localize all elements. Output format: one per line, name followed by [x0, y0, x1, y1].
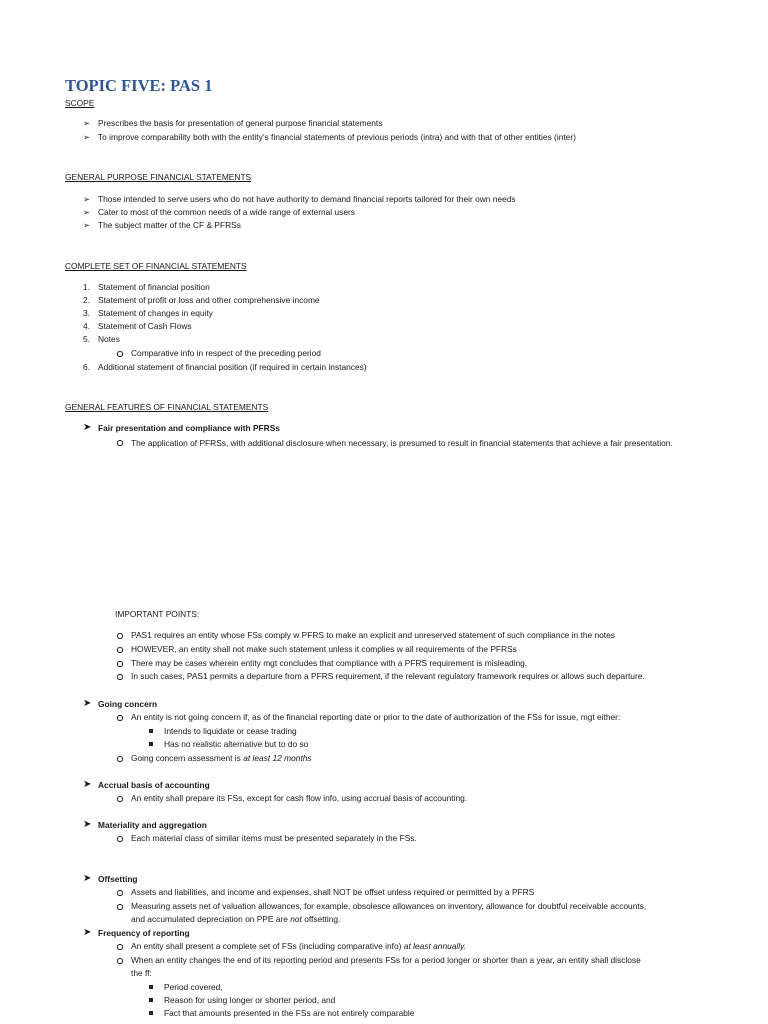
list-subitem: Comparative info in respect of the preceding period — [131, 348, 321, 358]
list-number: 6. — [83, 362, 90, 372]
feature-title: Frequency of reporting — [98, 928, 190, 938]
list-item: Cater to most of the common needs of a wide range of external users — [98, 207, 355, 217]
circle-bullet-icon — [117, 958, 123, 964]
list-subitem: Reason for using longer or shorter period, and — [164, 995, 336, 1005]
list-item: There may be cases wherein entity mgt concludes that compliance with a PFRS requirement is misleading. — [131, 658, 528, 668]
list-number: 2. — [83, 295, 90, 305]
arrow-bullet-icon: ➤ — [83, 819, 92, 830]
circle-bullet-icon — [117, 715, 123, 721]
square-bullet-icon — [149, 998, 153, 1002]
square-bullet-icon — [149, 729, 153, 733]
list-subitem: Fact that amounts presented in the FSs are not entirely comparable — [164, 1008, 415, 1018]
arrow-bullet-icon: ➤ — [83, 779, 92, 790]
important-label: IMPORTANT POINTS: — [115, 609, 200, 619]
feature-title: Accrual basis of accounting — [98, 780, 210, 790]
arrow-bullet-icon: ➢ — [83, 194, 91, 204]
list-item: Assets and liabilities, and income and expenses, shall NOT be offset unless required or permitted by a PFRS — [131, 887, 535, 897]
list-item: Statement of Cash Flows — [98, 321, 192, 331]
features-heading: GENERAL FEATURES OF FINANCIAL STATEMENTS — [65, 402, 269, 412]
arrow-bullet-icon: ➢ — [83, 220, 91, 230]
arrow-bullet-icon: ➢ — [83, 118, 91, 128]
circle-bullet-icon — [117, 440, 123, 446]
circle-bullet-icon — [117, 796, 123, 802]
circle-bullet-icon — [117, 661, 123, 667]
complete-set-heading: COMPLETE SET OF FINANCIAL STATEMENTS — [65, 261, 247, 271]
list-item — [131, 753, 312, 763]
scope-heading: SCOPE — [65, 98, 95, 108]
circle-bullet-icon — [117, 756, 123, 762]
feature-text: The application of PFRSs, with additional disclosure when necessary, is presumed to result in financial statements that achieve a fair presentation. — [131, 438, 673, 448]
arrow-bullet-icon: ➤ — [83, 927, 92, 938]
list-item: HOWEVER, an entity shall not make such statement unless it complies w all requirements of the PFRSs — [131, 644, 517, 654]
feature-title: Offsetting — [98, 874, 138, 884]
arrow-bullet-icon: ➤ — [83, 422, 92, 433]
circle-bullet-icon — [117, 836, 123, 842]
arrow-bullet-icon: ➤ — [83, 873, 92, 884]
list-item: In such cases, PAS1 permits a departure from a PFRS requirement, if the relevant regulatory framework requires or allows such departure. — [131, 671, 645, 681]
list-item: When an entity changes the end of its reporting period and presents FSs for a period longer or shorter than a year, an entity shall disclose — [131, 955, 641, 965]
list-number: 4. — [83, 321, 90, 331]
circle-bullet-icon — [117, 944, 123, 950]
offsetting-text: and accumulated depreciation on PPE are — [131, 914, 291, 924]
gpfs-heading: GENERAL PURPOSE FINANCIAL STATEMENTS — [65, 172, 252, 182]
feature-title: Going concern — [98, 699, 158, 709]
arrow-bullet-icon: ➢ — [83, 132, 91, 142]
list-number: 3. — [83, 308, 90, 318]
offsetting-emphasis: not — [290, 914, 302, 924]
circle-bullet-icon — [117, 351, 123, 357]
list-subitem: Period covered, — [164, 982, 223, 992]
list-item: Notes — [98, 334, 120, 344]
list-item: The subject matter of the CF & PFRSs — [98, 220, 241, 230]
page-title: TOPIC FIVE: PAS 1 — [65, 76, 213, 95]
list-item: Additional statement of financial position (if required in certain instances) — [98, 362, 367, 372]
list-item: To improve comparability both with the entity’s financial statements of previous periods (intra) and with that of other entities (inter) — [98, 132, 576, 142]
arrow-bullet-icon: ➢ — [83, 207, 91, 217]
circle-bullet-icon — [117, 633, 123, 639]
list-item — [131, 941, 466, 951]
list-item: Statement of changes in equity — [98, 308, 213, 318]
offsetting-text-end: offsetting. — [301, 914, 341, 924]
list-item: PAS1 requires an entity whose FSs comply w PFRS to make an explicit and unreserved statement of such compliance in the notes — [131, 630, 615, 640]
feature-title: Materiality and aggregation — [98, 820, 207, 830]
list-item: Those intended to serve users who do not have authority to demand financial reports tailored for their own needs — [98, 194, 516, 204]
square-bullet-icon — [149, 985, 153, 989]
frequency-emphasis: at least annually. — [403, 941, 467, 951]
feature-title: Fair presentation and compliance with PFRSs — [98, 423, 280, 433]
list-item-continuation — [131, 914, 340, 924]
list-subitem: Has no realistic alternative but to do so — [164, 739, 309, 749]
going-assessment-text: Going concern assessment is — [131, 753, 244, 763]
list-item: Statement of profit or loss and other comprehensive income — [98, 295, 320, 305]
list-item: Statement of financial position — [98, 282, 210, 292]
frequency-text: An entity shall present a complete set of FSs (including comparative info) — [131, 941, 404, 951]
circle-bullet-icon — [117, 904, 123, 910]
list-item: Each material class of similar items must be presented separately in the FSs. — [131, 833, 417, 843]
square-bullet-icon — [149, 1011, 153, 1015]
list-item: An entity shall prepare its FSs, except for cash flow info, using accrual basis of accounting. — [131, 793, 468, 803]
arrow-bullet-icon: ➤ — [83, 698, 92, 709]
list-item: An entity is not going concern if, as of the financial reporting date or prior to the date of authorization of the FSs for issue, mgt either: — [131, 712, 621, 722]
going-assessment-emphasis: at least 12 months — [243, 753, 312, 763]
list-item: Measuring assets net of valuation allowances, for example, obsolesce allowances on inventory, allowance for doubtful receivable accounts, — [131, 901, 647, 911]
square-bullet-icon — [149, 742, 153, 746]
circle-bullet-icon — [117, 647, 123, 653]
list-number: 1. — [83, 282, 90, 292]
list-number: 5. — [83, 334, 90, 344]
list-item: Prescribes the basis for presentation of general purpose financial statements — [98, 118, 383, 128]
list-item-continuation: the ff: — [131, 968, 152, 978]
circle-bullet-icon — [117, 674, 123, 680]
circle-bullet-icon — [117, 890, 123, 896]
list-subitem: Intends to liquidate or cease trading — [164, 726, 297, 736]
